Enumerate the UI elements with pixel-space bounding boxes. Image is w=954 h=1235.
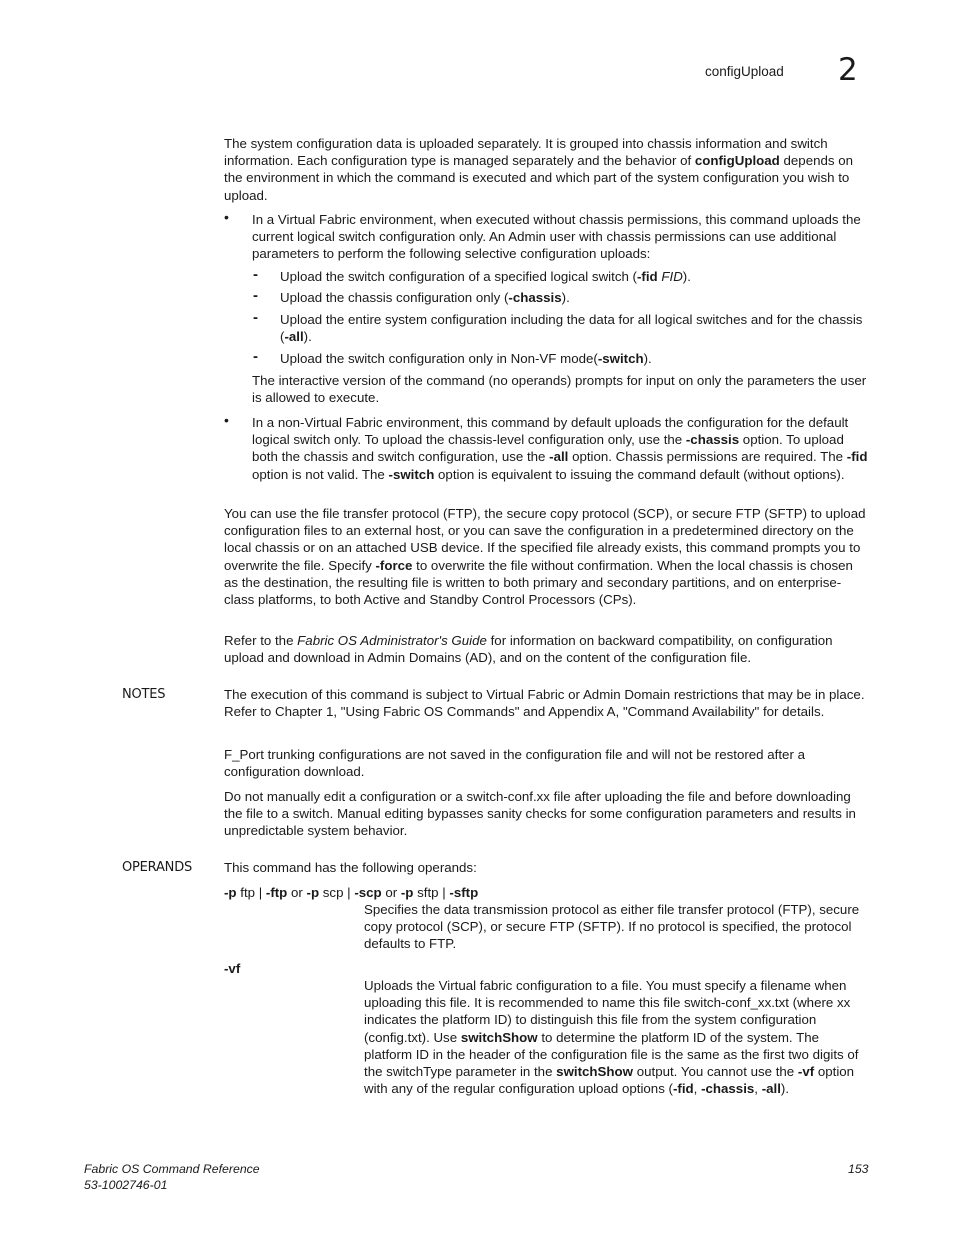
operand-vf-name: -vf — [224, 961, 241, 976]
dash-marker: - — [253, 287, 258, 304]
sub-item-switch: Upload the switch configuration only in Non-VF mode(-switch). — [280, 351, 652, 366]
interactive-version-note: The interactive version of the command (no operands) prompts for input on only the parameters the user is allowed to execute. — [252, 373, 867, 406]
sub-item-chassis: Upload the chassis configuration only (-chassis). — [280, 290, 570, 305]
ftp-paragraph: You can use the file transfer protocol (FTP), the secure copy protocol (SCP), or secure FTP (SFTP) to upload configuration files to an external host, or you can save the configuration in a predetermined directory on the local chassis or on an attached USB device. If the specified file already exists, this command prompts you to overwrite the file. Specify -force to overwrite the file without confirmation. When the local chassis is chosen as the destination, the resulting file is written to both primary and secondary partitions, and on enterprise-class platforms, to both Active and Standby Control Processors (CPs). — [224, 506, 866, 608]
bullet-virtual-fabric-text: In a Virtual Fabric environment, when executed without chassis permissions, this command uploads the current logical switch configuration only. An Admin user with chassis permissions can use additional parameters to perform the following selective configuration uploads: — [252, 212, 861, 262]
sub-item-fid: Upload the switch configuration of a specified logical switch (-fid FID). — [280, 269, 691, 284]
bullet-marker: • — [224, 209, 229, 225]
footer-doc-number: 53-1002746-01 — [84, 1178, 168, 1192]
operand-protocol-name: -p ftp | -ftp or -p scp | -scp or -p sftp | -sftp — [224, 885, 479, 900]
dash-marker: - — [253, 309, 258, 326]
dash-marker: - — [253, 348, 258, 365]
notes-paragraph: The execution of this command is subject to Virtual Fabric or Admin Domain restrictions that may be in place. Refer to Chapter 1, "Using Fabric OS Commands" and Appendix A, "Command Availability" for details. — [224, 687, 865, 720]
footer-title: Fabric OS Command Reference — [84, 1162, 260, 1176]
notes-paragraph: F_Port trunking configurations are not saved in the configuration file and will not be restored after a configuration download. — [224, 747, 805, 780]
bullet-marker: • — [224, 412, 229, 428]
page-number: 153 — [848, 1162, 869, 1176]
operands-intro: This command has the following operands: — [224, 860, 477, 875]
footer-doc-info — [84, 1161, 260, 1193]
chapter-number: 2 — [838, 52, 858, 88]
operand-protocol-description: Specifies the data transmission protocol as either file transfer protocol (FTP), secure copy protocol (SCP), or secure FTP (SFTP). If no protocol is specified, the protocol defaults to FTP. — [364, 902, 860, 952]
operands-heading: OPERANDS — [122, 860, 193, 875]
intro-paragraph: The system configuration data is uploaded separately. It is grouped into chassis information and switch information. Each configuration type is managed separately and the behavior of configUpload depends on the environment in which the command is executed and which part of the system configuration you wish to upload. — [224, 136, 854, 203]
sub-item-all: Upload the entire system configuration including the data for all logical switches and for the chassis (-all). — [280, 312, 863, 345]
operand-vf-description: Uploads the Virtual fabric configuration to a file. You must specify a filename when uploading this file. It is recommended to name this file switch-conf_xx.txt (where xx indicates the platform ID) to distinguish this file from the system configuration (config.txt). Use switchShow to determine the platform ID of the system. The platform ID in the header of the configuration file is the same as the first two digits of the switchType parameter in the switchShow output. You cannot use the -vf option with any of the regular configuration upload options (-fid, -chassis, -all). — [364, 978, 859, 1097]
refer-paragraph: Refer to the Fabric OS Administrator's Guide for information on backward compatibility, on configuration upload and download in Admin Domains (AD), and on the content of the configuration file. — [224, 633, 833, 666]
dash-marker: - — [253, 266, 258, 283]
bullet-non-virtual-fabric-text: In a non-Virtual Fabric environment, this command by default uploads the configuration for the default logical switch only. To upload the chassis-level configuration only, use the -chassis option. To upload both the chassis and switch configuration, use the -all option. Chassis permissions are required. The -fid option is not valid. The -switch option is equivalent to issuing the command default (without options). — [252, 415, 868, 482]
notes-heading: NOTES — [122, 687, 166, 702]
notes-paragraph: Do not manually edit a configuration or a switch-conf.xx file after uploading the file and before downloading the file to a switch. Manual editing bypasses sanity checks for some configuration parameters and results in unpredictable system behavior. — [224, 789, 856, 839]
running-header-section: configUpload — [705, 64, 784, 79]
